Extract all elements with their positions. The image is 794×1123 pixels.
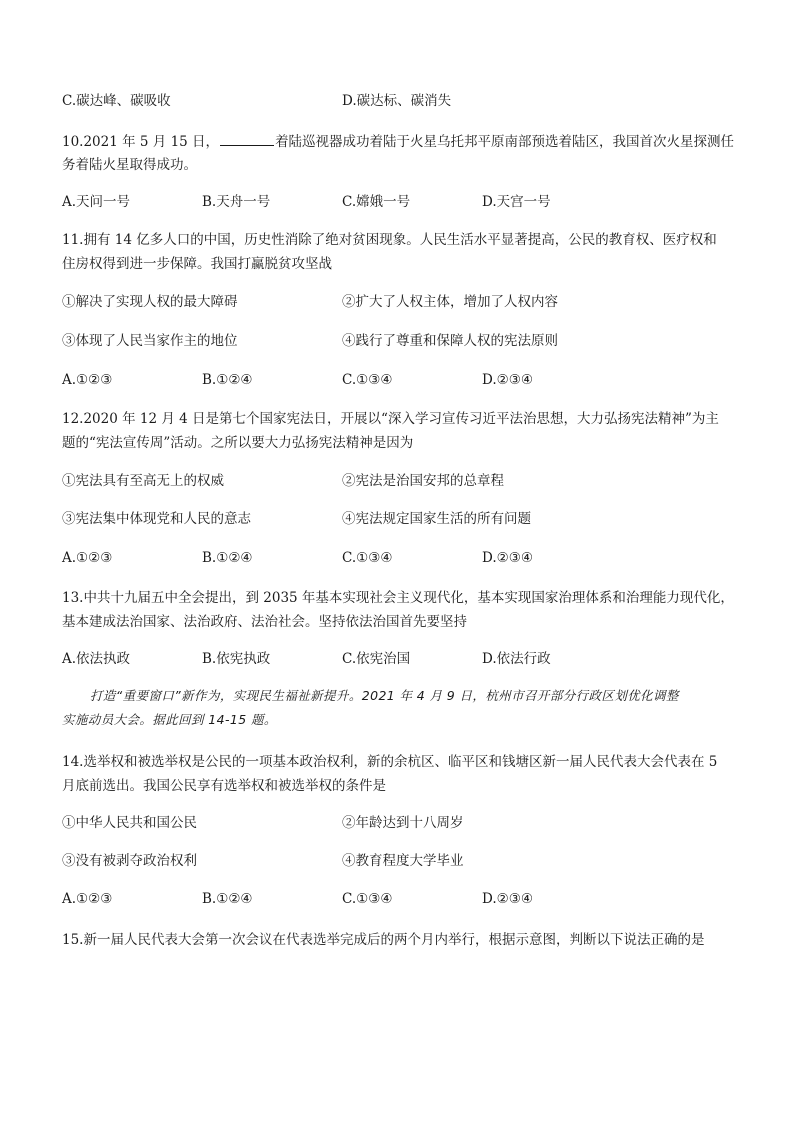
q12-item-2: ②宪法是治国安邦的总章程 bbox=[342, 473, 504, 489]
q14-option-c: C.①③④ bbox=[342, 891, 393, 907]
q9-option-c: C.碳达峰、碳吸收 bbox=[62, 93, 171, 109]
q11-option-d: D.②③④ bbox=[482, 372, 533, 388]
q11-stem-line1: 11.拥有 14 亿多人口的中国，历史性消除了绝对贫困现象。人民生活水平显著提高，公民的教育权、医疗权和 bbox=[62, 232, 717, 248]
q12-item-3: ③宪法集中体现党和人民的意志 bbox=[62, 511, 251, 527]
q14-item-3: ③没有被剥夺政治权利 bbox=[62, 853, 197, 869]
material-line2: 实施动员大会。据此回到 14-15 题。 bbox=[62, 712, 277, 727]
q12-option-a: A.①②③ bbox=[62, 550, 113, 566]
q15-stem-line1: 15.新一届人民代表大会第一次会议在代表选举完成后的两个月内举行，根据示意图，判断以下说法正确的是 bbox=[62, 932, 705, 948]
q11-option-c: C.①③④ bbox=[342, 372, 393, 388]
q14-option-d: D.②③④ bbox=[482, 891, 533, 907]
q14-option-a: A.①②③ bbox=[62, 891, 113, 907]
q10-stem-before: 10.2021 年 5 月 15 日， bbox=[62, 134, 220, 150]
q13-option-a: A.依法执政 bbox=[62, 651, 131, 667]
q13-option-b: B.依宪执政 bbox=[202, 651, 271, 667]
q10-stem-line2: 务着陆火星取得成功。 bbox=[62, 157, 197, 173]
q13-option-d: D.依法行政 bbox=[482, 651, 551, 667]
q14-item-1: ①中华人民共和国公民 bbox=[62, 815, 197, 831]
q12-item-4: ④宪法规定国家生活的所有问题 bbox=[342, 511, 531, 527]
q14-stem-line2: 月底前选出。我国公民享有选举权和被选举权的条件是 bbox=[62, 778, 386, 794]
q14-option-b: B.①②④ bbox=[202, 891, 253, 907]
q10-option-b: B.天舟一号 bbox=[202, 194, 271, 210]
q12-option-c: C.①③④ bbox=[342, 550, 393, 566]
q11-item-2: ②扩大了人权主体，增加了人权内容 bbox=[342, 294, 558, 310]
q14-item-2: ②年龄达到十八周岁 bbox=[342, 815, 464, 831]
q11-item-4: ④践行了尊重和保障人权的宪法原则 bbox=[342, 333, 558, 349]
q13-stem-line2: 基本建成法治国家、法治政府、法治社会。坚持依法治国首先要坚持 bbox=[62, 614, 467, 630]
q13-stem-line1: 13.中共十九届五中全会提出，到 2035 年基本实现社会主义现代化，基本实现国家治理体系和治理能力现代化， bbox=[62, 590, 734, 606]
q12-option-d: D.②③④ bbox=[482, 550, 533, 566]
q12-item-1: ①宪法具有至高无上的权威 bbox=[62, 473, 224, 489]
q11-item-1: ①解决了实现人权的最大障碍 bbox=[62, 294, 238, 310]
material-line1: 打造“重要窗口”新作为，实现民生福祉新提升。2021 年 4 月 9 日，杭州市召开部分行政区划优化调整 bbox=[90, 688, 679, 703]
q11-option-a: A.①②③ bbox=[62, 372, 113, 388]
q11-option-b: B.①②④ bbox=[202, 372, 253, 388]
q12-stem-line2: 题的“宪法宣传周”活动。之所以要大力弘扬宪法精神是因为 bbox=[62, 435, 414, 451]
q9-option-d: D.碳达标、碳消失 bbox=[342, 93, 452, 109]
q10-answer-blank bbox=[220, 131, 274, 146]
q10-option-c: C.嫦娥一号 bbox=[342, 194, 411, 210]
q13-option-c: C.依宪治国 bbox=[342, 651, 411, 667]
q10-stem-after: 着陆巡视器成功着陆于火星乌托邦平原南部预选着陆区，我国首次火星探测任 bbox=[275, 134, 735, 150]
q12-option-b: B.①②④ bbox=[202, 550, 253, 566]
q10-option-a: A.天问一号 bbox=[62, 194, 131, 210]
q10-stem-line1 bbox=[62, 131, 734, 152]
q11-stem-line2: 住房权得到进一步保障。我国打赢脱贫攻坚战 bbox=[62, 256, 332, 272]
q14-item-4: ④教育程度大学毕业 bbox=[342, 853, 464, 869]
q14-stem-line1: 14.选举权和被选举权是公民的一项基本政治权利，新的余杭区、临平区和钱塘区新一届人民代表大会代表在 5 bbox=[62, 754, 718, 770]
q12-stem-line1: 12.2020 年 12 月 4 日是第七个国家宪法日，开展以“深入学习宣传习近平法治思想，大力弘扬宪法精神”为主 bbox=[62, 411, 719, 427]
q11-item-3: ③体现了人民当家作主的地位 bbox=[62, 333, 238, 349]
q10-option-d: D.天宫一号 bbox=[482, 194, 551, 210]
